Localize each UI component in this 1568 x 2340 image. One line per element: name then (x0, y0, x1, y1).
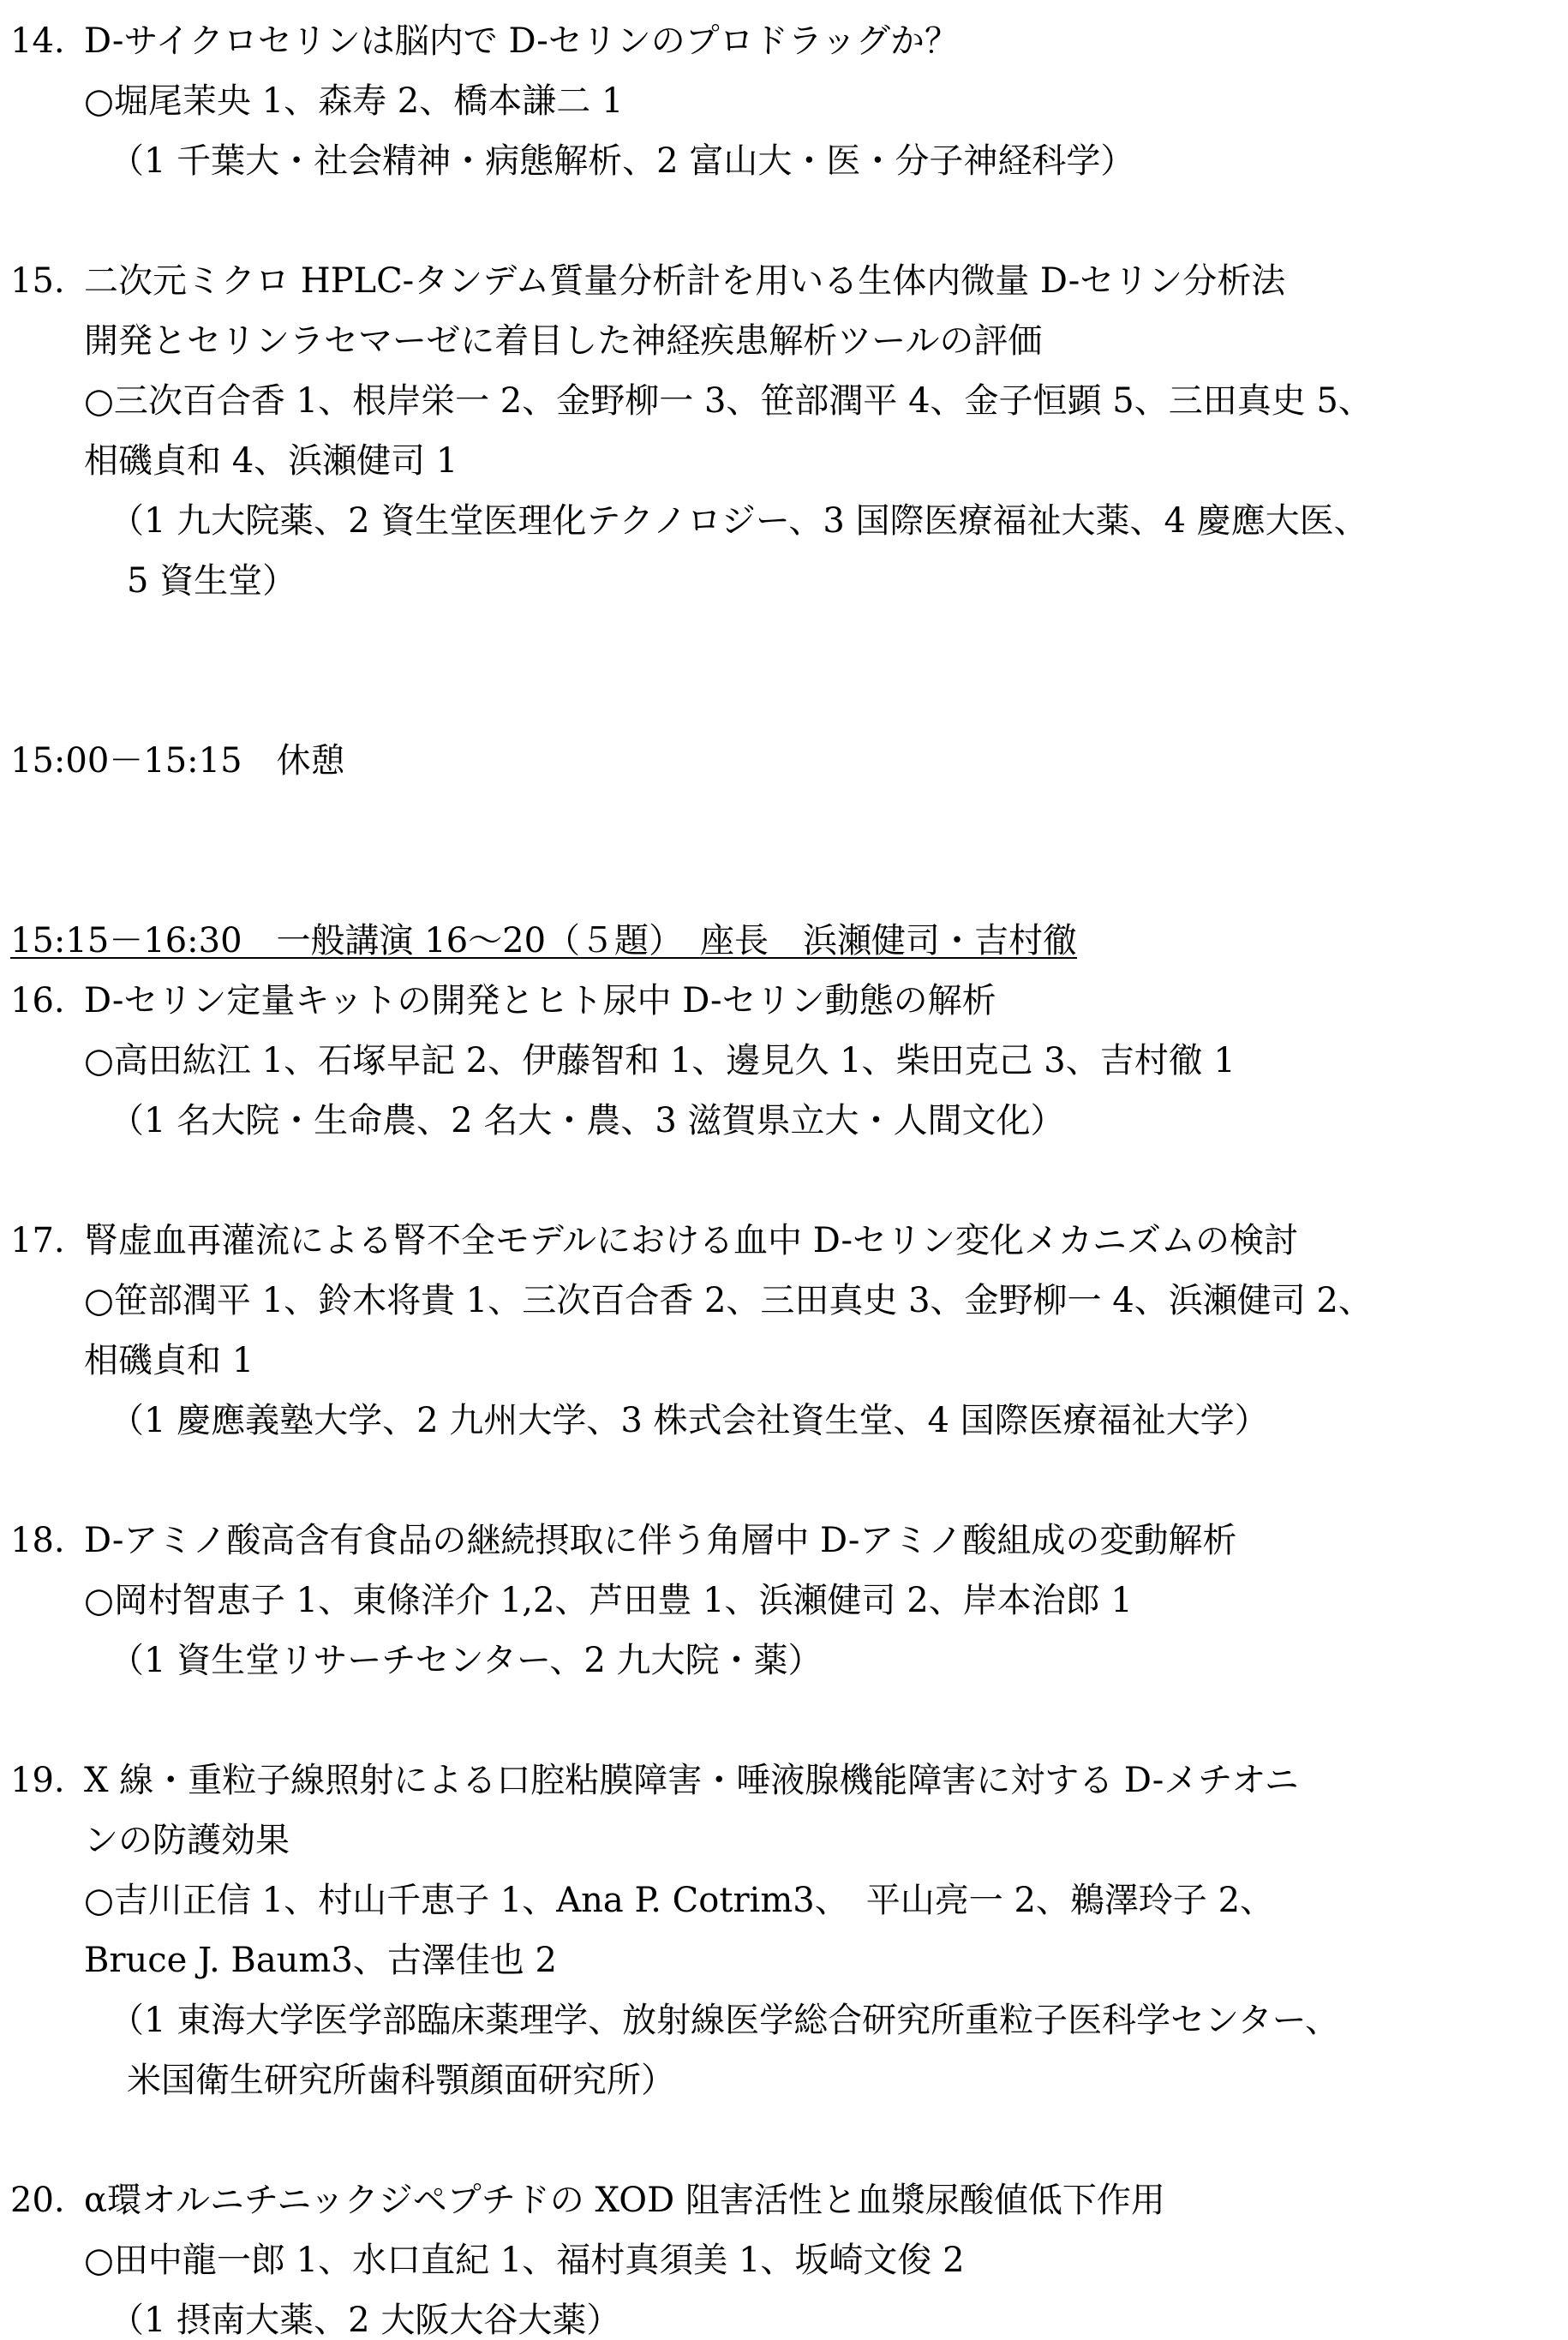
session-header: 15:15－16:30 一般講演 16～20（５題） 座長 浜瀬健司・吉村徹 (10, 921, 1078, 961)
item-title-line: α環オルニチニックジペプチドの XOD 阻害活性と血漿尿酸値低下作用 (84, 2181, 1165, 2220)
item-affiliation-line: （1 名大院・生命農、2 名大・農、3 滋賀県立大・人間文化） (110, 1101, 1065, 1140)
item-number: 17. (10, 1221, 65, 1260)
item-affiliation-line: （1 摂南大薬、2 大阪大谷大薬） (110, 2301, 621, 2340)
item-number: 20. (10, 2181, 65, 2220)
item-authors-line: 相磯貞和 1 (84, 1341, 254, 1380)
break-time: 15:00－15:15 休憩 (10, 741, 345, 781)
item-affiliation-line: （1 東海大学医学部臨床薬理学、放射線医学総合研究所重粒子医科学センター、 (110, 2001, 1339, 2040)
item-title-line: D-セリン定量キットの開発とヒト尿中 D-セリン動態の解析 (84, 981, 996, 1020)
item-title-line: D-アミノ酸高含有食品の継続摂取に伴う角層中 D-アミノ酸組成の変動解析 (84, 1521, 1237, 1560)
item-title-line: 腎虚血再灌流による腎不全モデルにおける血中 D-セリン変化メカニズムの検討 (84, 1221, 1299, 1260)
item-authors-line: ○三次百合香 1、根岸栄一 2、金野柳一 3、笹部潤平 4、金子恒顕 5、三田真史 5、 (84, 381, 1373, 421)
item-affiliation-line: （1 慶應義塾大学、2 九州大学、3 株式会社資生堂、4 国際医療福祉大学） (110, 1401, 1269, 1440)
item-number: 19. (10, 1761, 65, 1800)
item-authors-line: ○吉川正信 1、村山千恵子 1、Ana P. Cotrim3、 平山亮一 2、鵜澤玲子 2、 (84, 1881, 1275, 1920)
item-number: 14. (10, 21, 65, 61)
item-number: 15. (10, 261, 65, 301)
item-authors-line: 相磯貞和 4、浜瀬健司 1 (84, 441, 458, 481)
item-authors-line: ○岡村智恵子 1、東條洋介 1,2、芦田豊 1、浜瀬健司 2、岸本治郎 1 (84, 1581, 1133, 1620)
item-affiliation-line: （1 資生堂リサーチセンター、2 九大院・薬） (110, 1641, 823, 1680)
item-affiliation-line: （1 九大院薬、2 資生堂医理化テクノロジー、3 国際医療福祉大薬、4 慶應大医、 (110, 501, 1368, 541)
item-authors-line: ○笹部潤平 1、鈴木将貴 1、三次百合香 2、三田真史 3、金野柳一 4、浜瀬健司 2、 (84, 1281, 1373, 1320)
item-authors-line: ○堀尾茉央 1、森寿 2、橋本謙二 1 (84, 81, 624, 121)
item-title-line: X 線・重粒子線照射による口腔粘膜障害・唾液腺機能障害に対する D-メチオニ (84, 1761, 1299, 1800)
item-affiliation-line: 米国衛生研究所歯科顎顔面研究所） (127, 2061, 675, 2100)
item-authors-line: ○田中龍一郎 1、水口直紀 1、福村真須美 1、坂崎文俊 2 (84, 2241, 965, 2280)
item-title-line: D-サイクロセリンは脳内で D-セリンのプロドラッグか？ (84, 21, 959, 61)
item-title-line: 開発とセリンラセマーゼに着目した神経疾患解析ツールの評価 (84, 321, 1043, 361)
item-affiliation-line: （1 千葉大・社会精神・病態解析、2 富山大・医・分子神経科学） (110, 141, 1135, 181)
item-authors-line: Bruce J. Baum3、古澤佳也 2 (84, 1941, 557, 1980)
item-number: 16. (10, 981, 65, 1020)
item-authors-line: ○高田紘江 1、石塚早記 2、伊藤智和 1、邊見久 1、柴田克己 3、吉村徹 1 (84, 1041, 1236, 1080)
item-affiliation-line: 5 資生堂） (127, 561, 297, 601)
item-title-line: 二次元ミクロ HPLC-タンデム質量分析計を用いる生体内微量 D-セリン分析法 (84, 261, 1286, 301)
item-title-line: ンの防護効果 (84, 1821, 290, 1860)
item-number: 18. (10, 1521, 65, 1560)
